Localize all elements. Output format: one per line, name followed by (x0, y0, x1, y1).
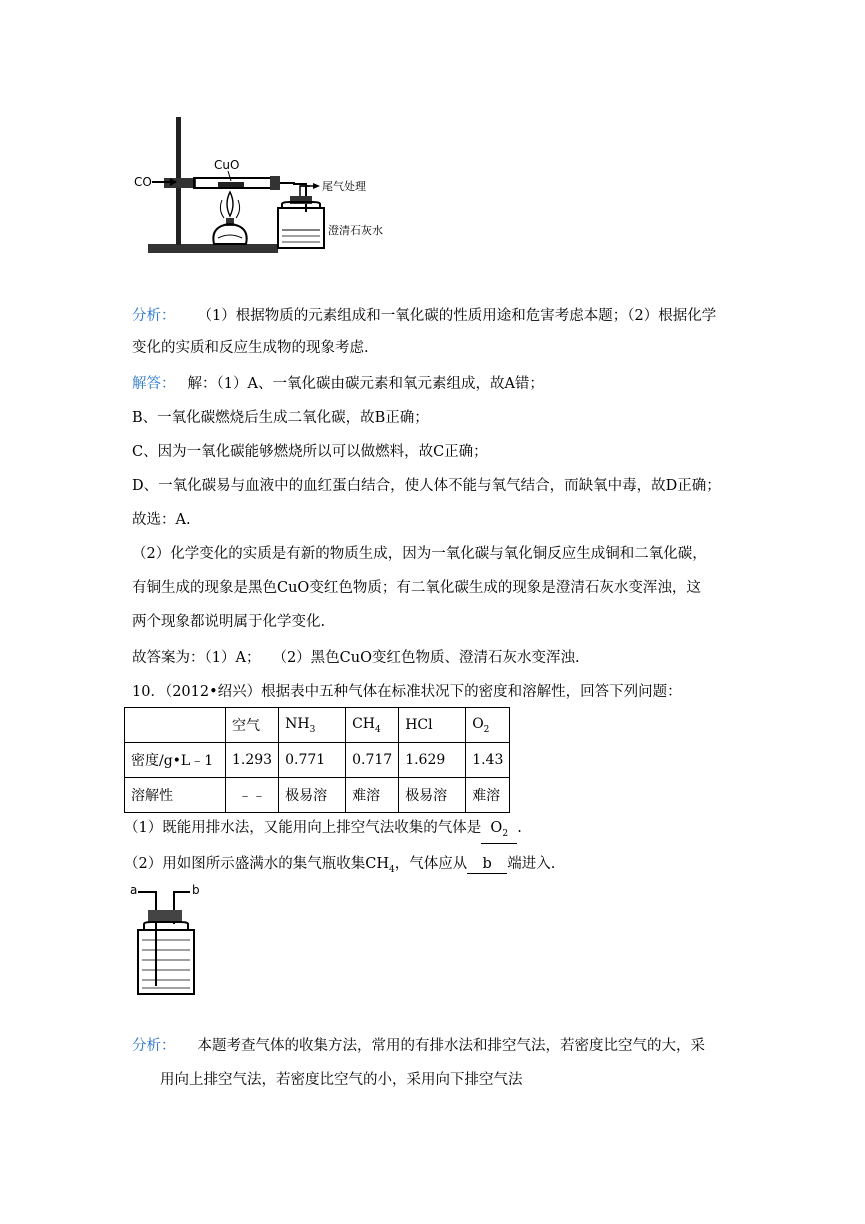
tail-gas-label: 尾气处理 (322, 180, 366, 193)
table-cell: $O_2$ (466, 708, 510, 743)
table-row-solubility (125, 778, 510, 813)
answer-1-line-2: B、一氧化碳燃烧后生成二氧化碳，故B正确； (132, 410, 429, 426)
cuo-label: CuO (214, 158, 240, 172)
table-header-row (125, 708, 510, 743)
answer-1-line-1: 解答： 解：（1）A、一氧化碳由碳元素和氧元素组成，故A错； (132, 376, 544, 392)
gas-properties-table (124, 707, 510, 813)
gas-collecting-bottle-figure (128, 880, 208, 1000)
question-10-part-1: （1）既能用排水法，又能用向上排空气法收集的气体是 $O_2$ . (124, 818, 522, 844)
answer-blank-1: $O_2$ (481, 819, 517, 844)
limewater-label: 澄清石灰水 (328, 224, 383, 237)
table-cell (125, 708, 226, 743)
analysis-1-line-2: 变化的实质和反应生成物的现象考虑. (132, 340, 369, 356)
analysis-2-line-2: 用向上排空气法，若密度比空气的小，采用向下排空气法 (160, 1072, 523, 1088)
answer-1-line-8: 两个现象都说明属于化学变化. (132, 614, 326, 630)
table-cell: 1.293 (226, 743, 279, 778)
table-cell: 0.717 (346, 743, 399, 778)
question-10-part-2: （2）用如图所示盛满水的集气瓶收集$CH_4$，气体应从 b 端进入. (124, 856, 556, 875)
table-cell: HCl (399, 708, 466, 743)
answer-1-line-9: 故答案为：（1）A； （2）黑色CuO变红色物质、澄清石灰水变浑浊. (132, 650, 580, 666)
tube-a-label: a (130, 883, 138, 897)
answer-blank-2: b (467, 855, 507, 874)
answer-1-line-7: 有铜生成的现象是黑色CuO变红色物质；有二氧化碳生成的现象是澄清石灰水变浑浊，这 (132, 580, 701, 596)
answer-1-line-3: C、因为一氧化碳能够燃烧所以可以做燃料，故C正确； (132, 444, 488, 460)
analysis-1-line-1: 分析： （1）根据物质的元素组成和一氧化碳的性质用途和危害考虑本题；（2）根据化学 (132, 308, 717, 324)
table-cell: 极易溶 (279, 778, 346, 813)
table-cell: ﹣﹣ (226, 778, 279, 813)
co-label: CO (134, 175, 152, 189)
answer-1-line-6: （2）化学变化的实质是有新的物质生成，因为一氧化碳与氧化铜反应生成铜和二氧化碳， (132, 546, 707, 562)
table-cell: $NH_3$ (279, 708, 346, 743)
table-cell: 1.43 (466, 743, 510, 778)
question-10-title: 10．（2012•绍兴）根据表中五种气体在标准状况下的密度和溶解性，回答下列问题： (132, 684, 682, 700)
table-cell: 难溶 (466, 778, 510, 813)
analysis-label: 分析： (132, 308, 176, 324)
table-cell: 密度/g•L﹣1 (125, 743, 226, 778)
table-cell: 溶解性 (125, 778, 226, 813)
analysis-2-line-1: 分析： 本题考查气体的收集方法，常用的有排水法和排空气法，若密度比空气的大，采 (132, 1038, 705, 1054)
answer-1-line-5: 故选：A. (132, 512, 191, 528)
table-row-density (125, 743, 510, 778)
table-cell: 难溶 (346, 778, 399, 813)
co-reduction-apparatus-figure (130, 112, 390, 262)
table-cell: 1.629 (399, 743, 466, 778)
answer-label: 解答： (132, 376, 176, 392)
table-cell: 极易溶 (399, 778, 466, 813)
analysis-label: 分析： (132, 1038, 176, 1054)
answer-1-line-4: D、一氧化碳易与血液中的血红蛋白结合，使人体不能与氧气结合，而缺氧中毒，故D正确； (132, 478, 721, 494)
tube-b-label: b (192, 883, 200, 897)
table-cell: 0.771 (279, 743, 346, 778)
table-cell: $CH_4$ (346, 708, 399, 743)
table-cell: 空气 (226, 708, 279, 743)
